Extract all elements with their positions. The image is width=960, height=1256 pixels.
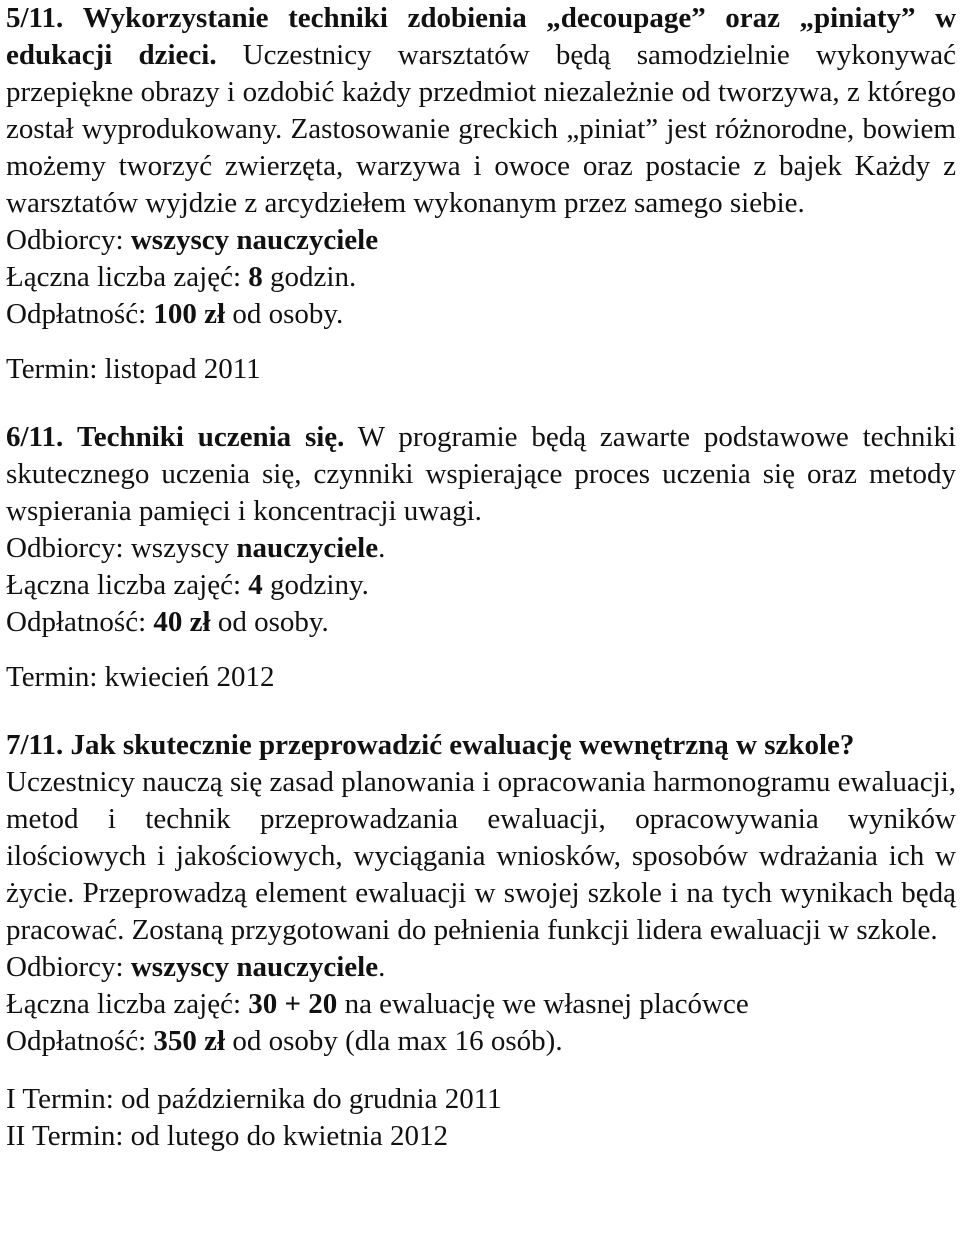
section-6-11 [6, 419, 956, 696]
audience-line: Odbiorcy: wszyscy nauczyciele. [6, 532, 386, 564]
term-line-1: I Termin: od października do grudnia 2011 [6, 1083, 502, 1115]
section-body: W programie będą zawarte podstawowe techniki skutecznego uczenia się, czynniki wspierające proces uczenia się oraz metody wspierania pamięci i koncentracji uwagi. [6, 421, 956, 527]
section-number: 6/11. [6, 421, 64, 453]
fee-line: Odpłatność: 350 zł od osoby (dla max 16 osób). [6, 1025, 563, 1057]
section-heading [6, 727, 956, 764]
term-line: Termin: listopad 2011 [6, 353, 261, 385]
section-title: Jak skutecznie przeprowadzić ewaluację wewnętrzną w szkole? [70, 729, 855, 761]
audience-line: Odbiorcy: wszyscy nauczyciele. [6, 951, 386, 983]
section-paragraph [6, 419, 956, 530]
section-body: Uczestnicy nauczą się zasad planowania i opracowania harmonogramu ewaluacji, metod i technik przeprowadzania ewaluacji, opracowywania wyników ilościowych i jakościowych, wyciągania wniosków, sposobów wdrażania ich w życie. Przeprowadzą element ewaluacji w swojej szkole i na tych wynikach będą pracować. Zostaną przygotowani do pełnienia funkcji lidera ewaluacji w szkole. [6, 766, 956, 946]
section-title: Techniki uczenia się. [77, 421, 345, 453]
hours-line: Łączna liczba zajęć: 4 godziny. [6, 569, 369, 601]
section-body: Uczestnicy warsztatów będą samodzielnie wykonywać przepiękne obrazy i ozdobić każdy przedmiot niezależnie od tworzywa, z którego został wyprodukowany. Zastosowanie greckich „piniat” jest różnorodne, bowiem możemy tworzyć zwierzęta, warzywa i owoce oraz postacie z bajek Każdy z warsztatów wyjdzie z arcydziełem wykonanym przez samego siebie. [6, 39, 957, 219]
section-number: 5/11. [6, 2, 64, 34]
section-paragraph [6, 0, 956, 222]
fee-line: Odpłatność: 40 zł od osoby. [6, 606, 329, 638]
term-line-2: II Termin: od lutego do kwietnia 2012 [6, 1120, 449, 1152]
hours-line: Łączna liczba zajęć: 30 + 20 na ewaluację we własnej placówce [6, 988, 749, 1020]
term-line: Termin: kwiecień 2012 [6, 661, 275, 693]
fee-line: Odpłatność: 100 zł od osoby. [6, 298, 344, 330]
section-5-11 [6, 0, 956, 388]
section-title: Wykorzystanie techniki zdobienia „decoupage” oraz „piniaty” w edukacji dzieci. [6, 2, 957, 71]
audience-line: Odbiorcy: wszyscy nauczyciele [6, 224, 379, 256]
section-7-11 [6, 727, 956, 1155]
section-number: 7/11. [6, 729, 64, 761]
hours-line: Łączna liczba zajęć: 8 godzin. [6, 261, 357, 293]
